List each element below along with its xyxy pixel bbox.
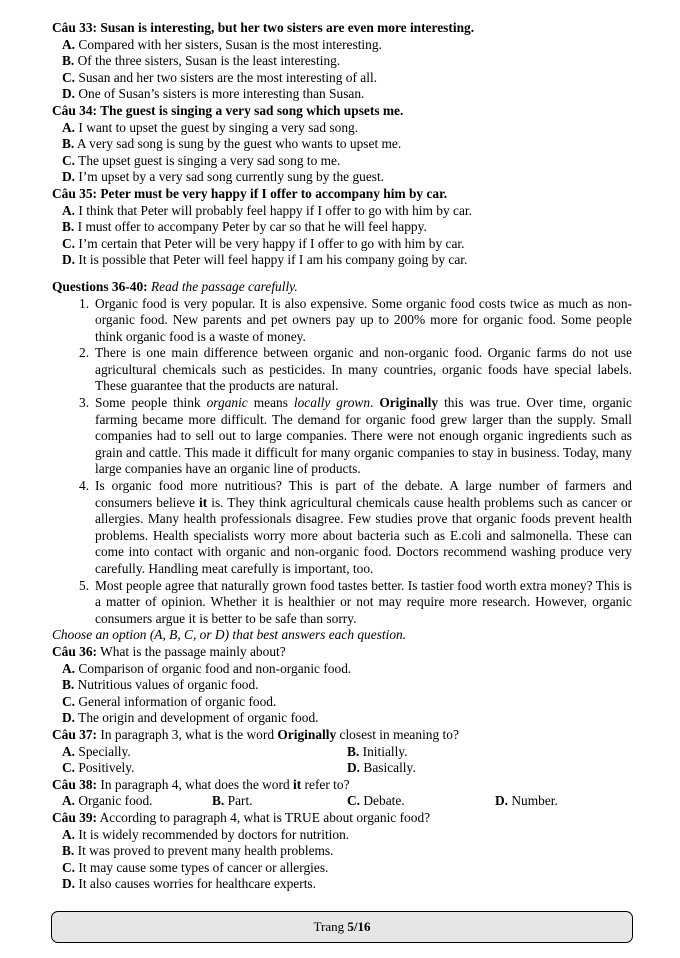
paragraph-1: 1. Organic food is very popular. It is also expensive. Some organic food costs twice as much as non-organic food. New parents and pet owners pay up to 200% more for organic food. Some people think organic food is a waste of money. <box>79 295 632 344</box>
option-c: C. Debate. <box>347 793 405 809</box>
options-row <box>52 760 632 777</box>
choose-instruction: Choose an option (A, B, C, or D) that best answers each question. <box>52 627 407 643</box>
exam-page <box>52 20 632 893</box>
question-number: Câu 35: <box>52 185 98 201</box>
option-b: B. It was proved to prevent many health problems. <box>62 843 334 859</box>
reading-passage <box>52 296 632 628</box>
options-row <box>52 793 632 810</box>
option-a: A. Organic food. <box>62 793 153 809</box>
option-d: D. It also causes worries for healthcare experts. <box>62 876 316 892</box>
option-b: B. Part. <box>212 793 253 809</box>
question-number: Câu 34: <box>52 102 98 118</box>
option-c: C. It may cause some types of cancer or allergies. <box>62 859 329 875</box>
question-number: Câu 38: <box>52 776 98 792</box>
option-c: C. Positively. <box>62 760 135 776</box>
question-38 <box>52 777 632 810</box>
option-a: A. Specially. <box>62 743 131 759</box>
option-a: A. I think that Peter will probably feel happy if I offer to go with him by car. <box>62 202 472 218</box>
question-stem: Câu 37: In paragraph 3, what is the word Originally closest in meaning to? <box>52 726 459 742</box>
option-c: C. The upset guest is singing a very sad song to me. <box>62 152 341 168</box>
option-a: A. Compared with her sisters, Susan is the most interesting. <box>62 36 382 52</box>
question-number: Câu 37: <box>52 726 98 742</box>
option-d: D. One of Susan’s sisters is more interesting than Susan. <box>62 86 365 102</box>
question-number: Câu 36: <box>52 643 98 659</box>
paragraph-3: 3. Some people think organic means locally grown. Originally this was true. Over time, organic farming became more difficult. The demand for organic food grew larger than the supply. Small companies had to sell out to large companies. There were not enough organic ingredients such as grain and cattle. This made it difficult for many organic companies to stay in business. Today, many large companies have an organic line of products. <box>79 395 633 477</box>
paragraph-5: 5. Most people agree that naturally grown food tastes better. Is tastier food worth extra money? This is a matter of opinion. Whether it is healthier or not may require more research. However, organic consumers argue it is better to be safe than sorry. <box>79 577 632 626</box>
question-text: What is the passage mainly about? <box>100 643 286 659</box>
question-stem <box>52 810 632 827</box>
option-b: B. Nutritious values of organic food. <box>62 677 259 693</box>
question-stem: Câu 38: In paragraph 4, what does the word it refer to? <box>52 776 350 792</box>
options-row <box>52 744 632 761</box>
option-a: A. It is widely recommended by doctors for nutrition. <box>62 826 350 842</box>
paragraph-2: 2. There is one main difference between organic and non-organic food. Organic farms do not use agricultural chemicals such as pesticides. In many countries, organic foods have special labels. These guarantee that the products are natural. <box>79 345 632 394</box>
question-35 <box>52 186 632 269</box>
question-33 <box>52 20 632 103</box>
option-c: C. Susan and her two sisters are the most interesting of all. <box>62 69 378 85</box>
passage-heading: Questions 36-40: Read the passage carefully. <box>52 278 298 294</box>
option-b: B. I must offer to accompany Peter by car so that he will feel happy. <box>62 219 427 235</box>
question-text: According to paragraph 4, what is TRUE about organic food? <box>99 809 431 825</box>
question-number: Câu 39: <box>52 809 98 825</box>
question-text: Peter must be very happy if I offer to accompany him by car. <box>100 185 448 201</box>
option-d: D. It is possible that Peter will feel happy if I am his company going by car. <box>62 252 468 268</box>
question-stem <box>52 20 632 37</box>
option-a: A. Comparison of organic food and non-organic food. <box>62 660 352 676</box>
option-b: B. Of the three sisters, Susan is the least interesting. <box>62 53 341 69</box>
option-a: A. I want to upset the guest by singing a very sad song. <box>62 119 359 135</box>
option-d: D. The origin and development of organic food. <box>62 710 319 726</box>
question-34 <box>52 103 632 186</box>
question-36 <box>52 644 632 727</box>
option-b: B. Initially. <box>347 743 408 759</box>
page-number: 5/16 <box>347 919 371 934</box>
option-b: B. A very sad song is sung by the guest who wants to upset me. <box>62 136 402 152</box>
question-number: Câu 33: <box>52 20 98 35</box>
question-stem <box>52 644 632 661</box>
question-37 <box>52 727 632 777</box>
option-c: C. I’m certain that Peter will be very happy if I offer to go with him by car. <box>62 235 465 251</box>
paragraph-4: 4. Is organic food more nutritious? This is part of the debate. A large number of farmers and consumers believe it is. They think agricultural chemicals cause health problems such as cancer or allergies. Many health professionals disagree. Few studies prove that organic foods prevent health problems. Health specialists worry more about bacteria such as E.coli and salmonella. These can come into contact with organic and non-organic food. Doctors recommend washing produce very carefully. Handling meat carefully is important, too. <box>79 478 632 576</box>
question-text: The guest is singing a very sad song which upsets me. <box>100 102 404 118</box>
option-d: D. Number. <box>495 793 558 809</box>
question-text: Susan is interesting, but her two sisters are even more interesting. <box>100 20 475 35</box>
option-d: D. I’m upset by a very sad song currently sung by the guest. <box>62 169 385 185</box>
option-c: C. General information of organic food. <box>62 693 277 709</box>
page-footer: Trang 5/16 <box>51 911 633 943</box>
question-stem <box>52 186 632 203</box>
question-stem <box>52 103 632 120</box>
option-d: D. Basically. <box>347 760 416 776</box>
question-39 <box>52 810 632 893</box>
